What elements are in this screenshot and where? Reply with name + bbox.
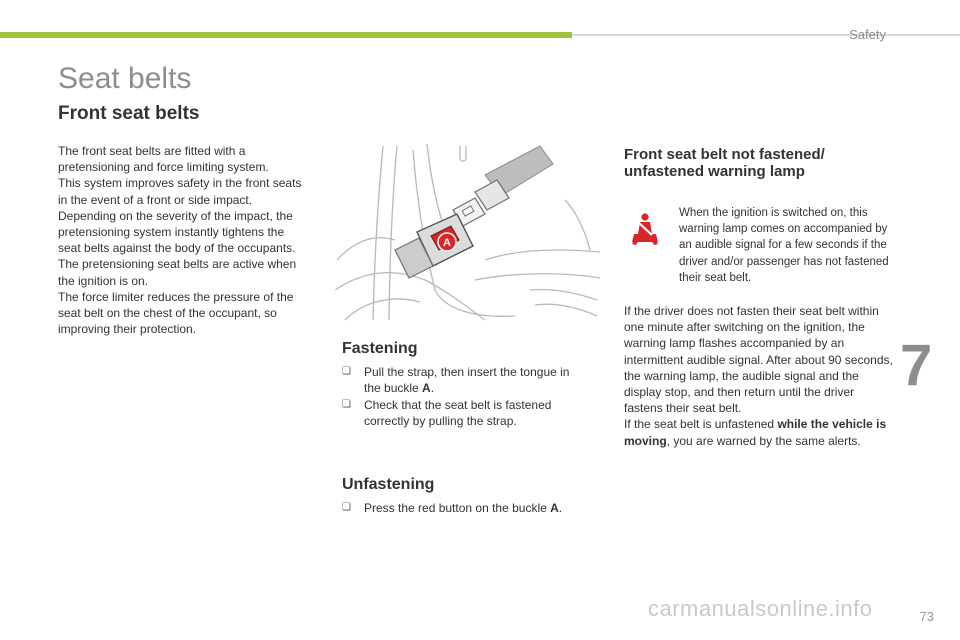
seat-belt-illustration xyxy=(335,140,600,322)
fastening-steps xyxy=(342,364,582,430)
belt-tongue xyxy=(453,180,509,226)
detail-strong: while the vehicle is moving xyxy=(624,417,887,448)
header-accent-bar xyxy=(0,32,572,38)
step-strong: A xyxy=(422,381,431,396)
step-text: Press the red button on the buckle xyxy=(364,501,551,515)
chapter-number: 7 xyxy=(900,333,933,398)
intro-paragraph: The pretensioning seat belts are active when the ignition is on. xyxy=(58,257,297,288)
detail-text: If the driver does not fasten their seat belt within one minute after switching on the ignition, the warning lamp flashes accompanied by an intermittent audible signal. After about 90 seconds, the warning lamp, the audible signal and the display stop, and then return until the driver fastens their seat belt. xyxy=(624,304,893,416)
buckle-label: A xyxy=(443,237,451,249)
page-number: 73 xyxy=(919,609,934,624)
unfastening-heading: Unfastening xyxy=(342,476,435,493)
intro-paragraph: The front seat belts are fitted with a pretensioning and force limiting system. xyxy=(58,144,269,175)
list-item xyxy=(342,500,592,516)
intro-text xyxy=(58,143,308,337)
step-strong: A xyxy=(550,501,559,515)
step-text: Pull the strap, then insert the tongue in the buckle xyxy=(364,365,570,396)
bullet-icon: ❏ xyxy=(342,398,351,410)
intro-paragraph: The force limiter reduces the pressure of the seat belt on the chest of the occupant, so improving their protection. xyxy=(58,289,294,337)
buckle-label-marker xyxy=(438,233,456,251)
seatbelt-warning-icon xyxy=(628,212,662,246)
bullet-icon: ❏ xyxy=(342,366,351,377)
detail-tail: , you are warned by the same alerts. xyxy=(666,433,861,448)
watermark-text: carmanualsonline.info xyxy=(648,596,873,621)
page-title: Seat belts xyxy=(58,62,192,95)
warning-lamp-heading: Front seat belt not fastened/ unfastened warning lamp xyxy=(624,146,825,180)
unfastening-steps xyxy=(342,500,592,516)
step-text: Check that the seat belt is fastened correctly by pulling the strap. xyxy=(364,397,552,429)
seat-outline xyxy=(335,144,600,320)
list-item xyxy=(342,364,582,397)
bullet-icon: ❏ xyxy=(342,502,351,513)
section-subtitle: Front seat belts xyxy=(58,103,200,124)
list-item xyxy=(342,397,582,430)
detail-text-2: If the seat belt is unfastened xyxy=(624,417,778,432)
warning-lamp-detail xyxy=(624,303,894,449)
section-label: Safety xyxy=(849,27,886,42)
step-tail: . xyxy=(558,501,563,515)
belt-buckle xyxy=(395,214,473,278)
fastening-heading: Fastening xyxy=(342,340,418,357)
step-tail: . xyxy=(430,381,435,396)
warning-lamp-description: When the ignition is switched on, this warning lamp comes on accompanied by an audible signal for a few seconds if the driver and/or passenger has not fastened their seat belt. xyxy=(679,207,889,284)
intro-paragraph: This system improves safety in the front seats in the event of a front or side impact. Depending on the severity of the impact, the pretensioning system instantly tightens the seat belts against the body of the occupants. xyxy=(58,176,302,256)
header-rule xyxy=(572,34,960,36)
